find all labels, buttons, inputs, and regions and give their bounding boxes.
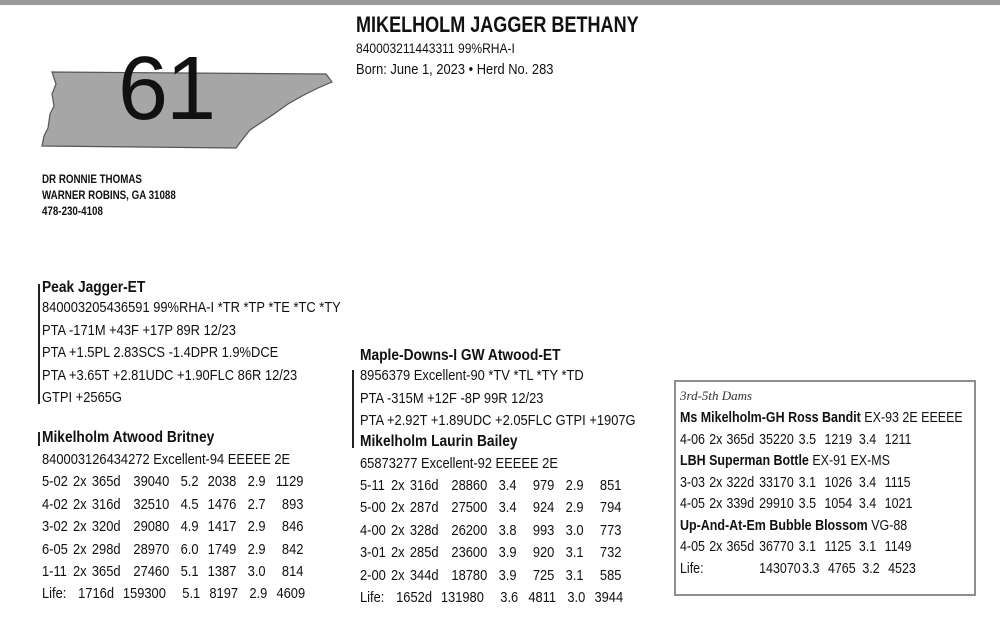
record-cell: 18780 <box>451 566 488 584</box>
granddam-id: 65873277 Excellent-92 EEEEE 2E <box>360 454 558 472</box>
dam-record-row <box>42 471 305 493</box>
record-cell: 3-02 <box>42 518 68 536</box>
record-cell: 5-11 <box>360 476 385 494</box>
record-cell: 29910 <box>759 496 794 512</box>
record-cell: 2.9 <box>249 585 268 603</box>
record-cell: 1716d <box>78 585 114 603</box>
dam-id: 840003126434272 Excellent-94 EEEEE 2E <box>42 451 291 468</box>
sire-line: PTA +3.65T +2.81UDC +1.90FLC 86R 12/23 <box>42 366 298 384</box>
consignor-name: DR RONNIE THOMAS <box>42 174 142 186</box>
record-cell: 3.4 <box>858 474 877 491</box>
record-cell: 3.8 <box>498 521 517 539</box>
record-cell: 1149 <box>884 539 912 555</box>
record-cell: 4-05 <box>680 539 705 555</box>
record-cell: 5.1 <box>180 563 199 581</box>
record-cell: 36770 <box>759 539 794 555</box>
record-cell: 298d <box>91 540 121 558</box>
record-cell: 3.0 <box>567 588 586 606</box>
dam5-life <box>680 559 963 581</box>
record-cell: 3-01 <box>360 544 386 562</box>
record-cell: 3.4 <box>498 499 517 517</box>
record-cell: 344d <box>409 566 439 584</box>
dam4-class: EX-91 EX-MS <box>812 453 890 469</box>
granddam-record-row <box>360 520 636 542</box>
record-cell: 3.0 <box>247 563 266 581</box>
record-cell: 26200 <box>451 521 488 539</box>
record-cell: 1129 <box>275 473 304 491</box>
record-cell: 3.1 <box>858 539 877 555</box>
record-cell: 27460 <box>133 563 170 581</box>
dam3-record <box>680 430 963 452</box>
record-cell: 2x <box>72 540 87 558</box>
record-cell: 1026 <box>824 474 853 491</box>
sire-line: GTPI +2565G <box>42 389 122 406</box>
record-cell: 322d <box>726 474 755 491</box>
record-cell: 6.0 <box>180 540 199 558</box>
sire-section <box>42 279 341 410</box>
sire-line: 840003205436591 99%RHA-I *TR *TP *TE *TC *TY <box>42 299 341 316</box>
record-cell: 1125 <box>824 539 852 555</box>
record-cell: 846 <box>281 518 304 536</box>
granddam-name: Mikelholm Laurin Bailey <box>360 432 518 450</box>
record-cell: 924 <box>532 499 555 517</box>
record-cell: 2x <box>72 495 87 513</box>
record-cell: 339d <box>726 496 755 512</box>
record-cell: 39040 <box>133 473 170 491</box>
record-cell: 365d <box>91 473 121 491</box>
record-cell: 3-03 <box>680 474 705 491</box>
dam-life-row <box>42 583 305 605</box>
mgs-name: Maple-Downs-I GW Atwood-ET <box>360 347 561 364</box>
mgs-line: 8956379 Excellent-90 *TV *TL *TY *TD <box>360 367 584 384</box>
record-cell: 2.9 <box>565 499 584 517</box>
record-cell: 2x <box>709 539 723 555</box>
record-cell: 285d <box>409 544 439 562</box>
record-cell: 842 <box>281 540 304 558</box>
record-cell: 2x <box>390 566 405 584</box>
record-cell: 1115 <box>884 474 911 491</box>
dam-bracket <box>38 432 40 446</box>
record-cell: 35220 <box>759 431 794 448</box>
granddam-record-row <box>360 542 636 564</box>
record-cell: 4609 <box>276 585 306 603</box>
record-cell: 2x <box>709 474 723 491</box>
record-cell: 814 <box>281 563 304 581</box>
record-cell: 2.9 <box>247 540 266 558</box>
record-cell: 2x <box>72 518 87 536</box>
record-cell: 2x <box>72 473 87 491</box>
record-cell: 3.9 <box>498 566 517 584</box>
record-cell: 3.9 <box>498 544 517 562</box>
record-cell: 365d <box>91 563 121 581</box>
record-cell: 993 <box>532 521 555 539</box>
record-cell: 5-02 <box>42 473 68 491</box>
record-cell: 4-02 <box>42 495 68 513</box>
record-cell: 2-00 <box>360 566 386 584</box>
record-cell: 28970 <box>133 540 170 558</box>
consignor-city: WARNER ROBINS, GA 31088 <box>42 190 176 202</box>
record-cell: 287d <box>409 499 439 517</box>
animal-id: 840003211443311 99%RHA-I <box>356 40 515 56</box>
record-cell: Life: <box>680 560 704 577</box>
animal-name: MIKELHOLM JAGGER BETHANY <box>356 12 639 37</box>
record-cell: 773 <box>599 521 622 539</box>
granddam-record-row <box>360 565 636 587</box>
record-cell: 2038 <box>207 473 237 491</box>
mgs-line: PTA -315M +12F -8P 99R 12/23 <box>360 389 544 407</box>
dam5-record <box>680 537 963 559</box>
record-cell: 3.3 <box>802 560 820 577</box>
record-cell: 5.2 <box>180 473 199 491</box>
granddam-record-row <box>360 497 636 519</box>
granddam-life-row <box>360 587 636 609</box>
record-cell: 1211 <box>884 431 912 448</box>
record-cell: 2.9 <box>247 518 266 536</box>
dam-name: Mikelholm Atwood Britney <box>42 429 215 446</box>
record-cell: 159300 <box>122 585 166 603</box>
lot-number: 61 <box>118 39 215 139</box>
dam-record-row <box>42 539 305 561</box>
dam-record-row <box>42 561 305 583</box>
dam4-name: LBH Superman Bottle <box>680 453 809 469</box>
record-cell: 3.5 <box>798 431 817 448</box>
dam5-name: Up-And-At-Em Bubble Blossom <box>680 517 868 534</box>
record-cell: 1021 <box>884 496 913 512</box>
dam-record-row <box>42 494 305 516</box>
record-cell: 1387 <box>207 563 237 581</box>
top-rule <box>0 0 1000 5</box>
sire-bracket <box>38 284 40 404</box>
record-cell: 316d <box>409 476 439 494</box>
dams-box-content <box>680 408 963 580</box>
record-cell: 3.1 <box>798 474 817 491</box>
sire-line: PTA +1.5PL 2.83SCS -1.4DPR 1.9%DCE <box>42 344 279 361</box>
record-cell: 2.9 <box>247 473 266 491</box>
record-cell: 893 <box>281 495 304 513</box>
record-cell: 3.6 <box>500 588 519 606</box>
animal-born: Born: June 1, 2023 • Herd No. 283 <box>356 61 554 78</box>
record-cell: 3.0 <box>565 521 584 539</box>
record-cell: 1-11 <box>42 563 67 581</box>
dam4-record <box>680 473 963 495</box>
record-cell: 3944 <box>594 588 624 606</box>
dam-record-row <box>42 516 305 538</box>
dam4-record <box>680 494 963 516</box>
record-cell: 5-00 <box>360 499 386 517</box>
record-cell: 1054 <box>824 496 853 512</box>
record-cell: 585 <box>599 566 622 584</box>
record-cell: 2.7 <box>247 495 266 513</box>
record-cell: 27500 <box>451 499 488 517</box>
mgs-section <box>360 347 636 609</box>
record-cell: 1417 <box>207 518 237 536</box>
dam3-class: EX-93 2E EEEEE <box>864 410 963 426</box>
record-cell: 2x <box>390 499 405 517</box>
dam3-name: Ms Mikelholm-GH Ross Bandit <box>680 410 861 426</box>
record-cell: 1652d <box>396 588 432 606</box>
record-cell: 5.1 <box>182 585 201 603</box>
record-cell: 2x <box>390 521 405 539</box>
record-cell: 725 <box>532 566 555 584</box>
record-cell: 3.2 <box>862 560 880 577</box>
record-cell: 1476 <box>207 495 237 513</box>
record-cell: 3.4 <box>858 496 877 512</box>
record-cell: 2x <box>709 496 723 512</box>
record-cell: 365d <box>726 539 755 555</box>
record-cell: 851 <box>599 476 622 494</box>
mgs-bracket <box>352 370 354 448</box>
record-cell: 143070 <box>759 560 801 577</box>
record-cell: 28860 <box>451 476 488 494</box>
record-cell: Life: <box>42 585 67 603</box>
record-cell: 4765 <box>827 560 856 577</box>
record-cell: 6-05 <box>42 540 68 558</box>
record-cell: 3.1 <box>565 544 584 562</box>
record-cell: 4-06 <box>680 431 705 448</box>
record-cell: 4.9 <box>180 518 199 536</box>
record-cell: 320d <box>91 518 121 536</box>
record-cell: 794 <box>599 499 622 517</box>
record-cell: 2.9 <box>565 476 584 494</box>
record-cell: 8197 <box>209 585 239 603</box>
record-cell: 316d <box>91 495 121 513</box>
record-cell: 33170 <box>759 474 794 491</box>
record-cell: 920 <box>532 544 555 562</box>
record-cell: 23600 <box>451 544 488 562</box>
record-cell: 1749 <box>207 540 237 558</box>
record-cell: 29080 <box>133 518 170 536</box>
record-cell: 2x <box>390 544 405 562</box>
granddam-records <box>360 475 636 609</box>
sire-name: Peak Jagger-ET <box>42 279 146 296</box>
record-cell: 328d <box>409 521 439 539</box>
record-cell: 4811 <box>528 588 557 606</box>
dams-box <box>674 380 976 596</box>
dam-records <box>42 471 305 605</box>
record-cell: 2x <box>72 563 87 581</box>
mgs-line: PTA +2.92T +1.89UDC +2.05FLC GTPI +1907G <box>360 412 636 429</box>
dams-box-header: 3rd-5th Dams <box>680 388 753 403</box>
dam-section <box>42 429 305 606</box>
record-cell: 1219 <box>824 431 853 448</box>
record-cell: 3.1 <box>565 566 584 584</box>
sire-line: PTA -171M +43F +17P 89R 12/23 <box>42 321 236 339</box>
record-cell: 4.5 <box>180 495 199 513</box>
record-cell: 3.4 <box>498 476 517 494</box>
record-cell: Life: <box>360 588 385 606</box>
record-cell: 732 <box>599 544 622 562</box>
consignor-phone: 478-230-4108 <box>42 206 103 218</box>
record-cell: 365d <box>726 431 755 448</box>
record-cell: 3.4 <box>858 431 877 448</box>
granddam-record-row <box>360 475 636 497</box>
record-cell: 3.1 <box>798 539 817 555</box>
record-cell: 4-00 <box>360 521 386 539</box>
record-cell: 4523 <box>888 560 916 577</box>
record-cell: 4-05 <box>680 496 705 512</box>
record-cell: 131980 <box>440 588 484 606</box>
record-cell: 32510 <box>133 495 170 513</box>
dam5-class: VG-88 <box>871 517 908 534</box>
record-cell: 3.5 <box>798 496 817 512</box>
record-cell: 2x <box>390 476 405 494</box>
record-cell: 979 <box>532 476 555 494</box>
record-cell: 2x <box>709 431 723 448</box>
